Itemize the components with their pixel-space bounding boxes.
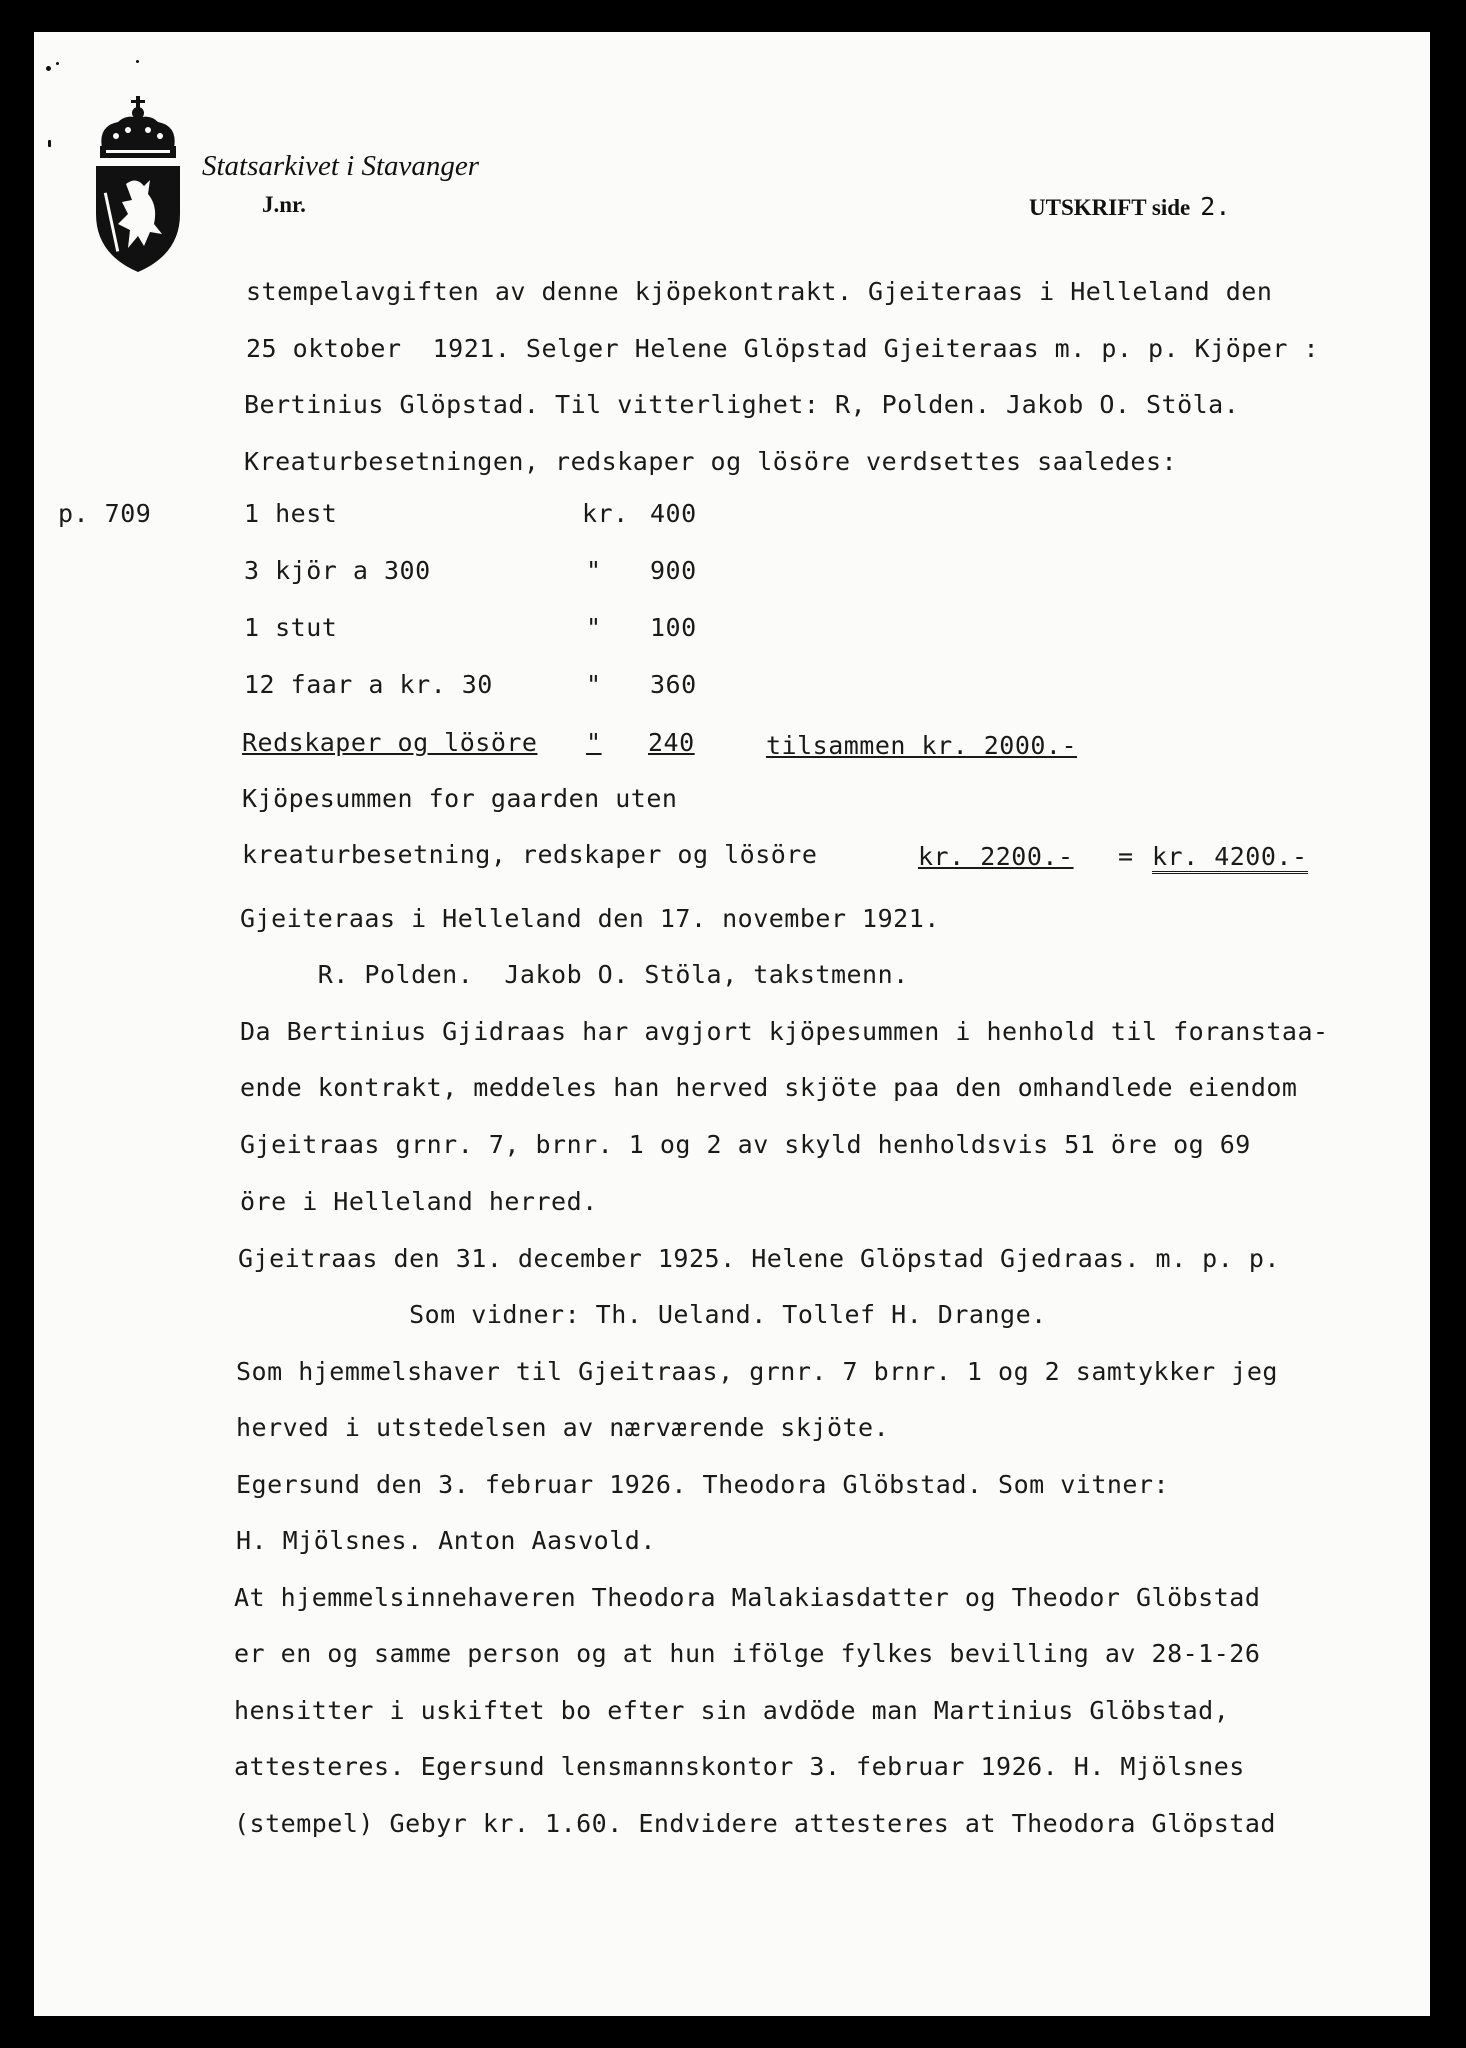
text-line: öre i Helleland herred. (240, 1187, 598, 1216)
document-page (34, 32, 1430, 2016)
norwegian-coat-of-arms-icon (88, 96, 188, 274)
text-line: Som vidner: Th. Ueland. Tollef H. Drange. (238, 1300, 1047, 1329)
text-line: At hjemmelsinnehaveren Theodora Malakiasdatter og Theodor Glöbstad (234, 1583, 1261, 1612)
inventory-item: 12 faar a kr. 30 (244, 670, 493, 699)
body-line: Kreaturbesetningen, redskaper og lösöre verdsettes saaledes: (244, 447, 1178, 476)
inventory-unit: kr. (582, 499, 629, 528)
equals-sign: = (1118, 842, 1134, 871)
text-line: ende kontrakt, meddeles han herved skjöte paa den omhandlede eiendom (240, 1073, 1298, 1102)
ink-speck (46, 66, 51, 71)
text-line: Gjeiteraas i Helleland den 17. november 1921. (240, 904, 940, 933)
inventory-unit: " (586, 613, 602, 642)
inventory-amount: 100 (650, 613, 697, 642)
ink-speck (56, 62, 59, 65)
purchase-line: kreaturbesetning, redskaper og lösöre (242, 840, 818, 869)
text-line: H. Mjölsnes. Anton Aasvold. (236, 1526, 656, 1555)
institution-name: Statsarkivet i Stavanger (202, 150, 480, 182)
text-line: Da Bertinius Gjidraas har avgjort kjöpesummen i henhold til foranstaa- (240, 1017, 1329, 1046)
inventory-item: 1 stut (244, 613, 338, 642)
ink-speck (136, 60, 139, 63)
inventory-amount: 360 (650, 670, 697, 699)
text-line: R. Polden. Jakob O. Stöla, takstmenn. (240, 960, 909, 989)
margin-page-reference: p. 709 (58, 499, 152, 528)
inventory-item: 3 kjör a 300 (244, 556, 431, 585)
journal-number-label: J.nr. (262, 192, 306, 217)
inventory-amount: 400 (650, 499, 697, 528)
inventory-unit: " (586, 728, 602, 757)
body-line: Bertinius Glöpstad. Til vitterlighet: R, Polden. Jakob O. Stöla. (244, 390, 1240, 419)
text-line: Gjeitraas grnr. 7, brnr. 1 og 2 av skyld henholdsvis 51 öre og 69 (240, 1130, 1251, 1159)
page-number: 2. (1200, 192, 1231, 221)
body-line: stempelavgiften av denne kjöpekontrakt. Gjeiteraas i Helleland den (246, 277, 1273, 306)
inventory-item: 1 hest (244, 499, 338, 528)
subtotal: tilsammen kr. 2000.- (766, 731, 1078, 760)
inventory-amount: 240 (648, 728, 695, 757)
body-line: 25 oktober 1921. Selger Helene Glöpstad Gjeiteraas m. p. p. Kjöper : (246, 334, 1320, 363)
page-header-right (1029, 192, 1230, 221)
grand-total: kr. 4200.- (1152, 842, 1308, 874)
text-line: (stempel) Gebyr kr. 1.60. Endvidere attesteres at Theodora Glöpstad (234, 1809, 1276, 1838)
purchase-line: Kjöpesummen for gaarden uten (242, 784, 678, 813)
ink-speck (48, 140, 51, 147)
utskrift-label: UTSKRIFT side (1029, 195, 1191, 220)
text-line: Som hjemmelshaver til Gjeitraas, grnr. 7 brnr. 1 og 2 samtykker jeg (236, 1357, 1278, 1386)
inventory-amount: 900 (650, 556, 697, 585)
text-line: herved i utstedelsen av nærværende skjöte. (236, 1413, 890, 1442)
text-line: hensitter i uskiftet bo efter sin avdöde man Martinius Glöbstad, (234, 1696, 1230, 1725)
text-line: Egersund den 3. februar 1926. Theodora Glöbstad. Som vitner: (236, 1470, 1170, 1499)
purchase-amount: kr. 2200.- (918, 842, 1074, 871)
inventory-unit: " (586, 670, 602, 699)
text-line: attesteres. Egersund lensmannskontor 3. februar 1926. H. Mjölsnes (234, 1752, 1245, 1781)
text-line: er en og samme person og at hun ifölge fylkes bevilling av 28-1-26 (234, 1639, 1261, 1668)
text-line: Gjeitraas den 31. december 1925. Helene Glöpstad Gjedraas. m. p. p. (238, 1244, 1280, 1273)
inventory-unit: " (586, 556, 602, 585)
inventory-item: Redskaper og lösöre (242, 728, 538, 757)
